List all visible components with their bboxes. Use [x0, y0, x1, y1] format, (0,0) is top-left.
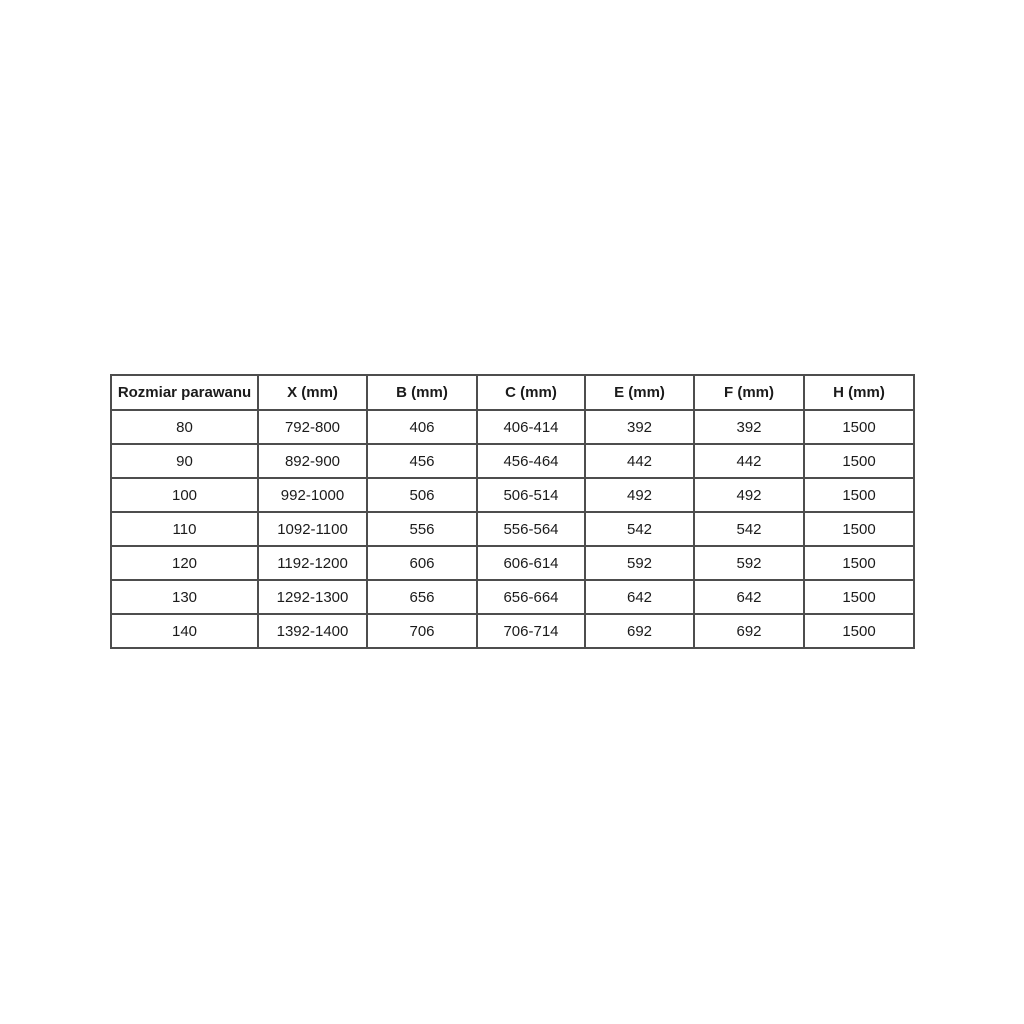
- column-header-rozmiar: Rozmiar parawanu: [111, 375, 258, 410]
- table-cell: 1500: [804, 580, 914, 614]
- table-cell: 1292-1300: [258, 580, 367, 614]
- table-cell: 492: [585, 478, 694, 512]
- table-cell: 1192-1200: [258, 546, 367, 580]
- table-cell: 992-1000: [258, 478, 367, 512]
- size-chart-table: [110, 374, 915, 649]
- table-cell: 492: [694, 478, 804, 512]
- table-cell: 120: [111, 546, 258, 580]
- table-header-row: [111, 375, 914, 410]
- table-cell: 656: [367, 580, 477, 614]
- table-cell: 456: [367, 444, 477, 478]
- table-row-110: [111, 512, 914, 546]
- column-header-e: E (mm): [585, 375, 694, 410]
- table-cell: 556: [367, 512, 477, 546]
- table-cell: 90: [111, 444, 258, 478]
- table-cell: 642: [585, 580, 694, 614]
- table-cell: 692: [585, 614, 694, 648]
- table-cell: 1500: [804, 444, 914, 478]
- table-row-130: [111, 580, 914, 614]
- table-row-120: [111, 546, 914, 580]
- table-cell: 556-564: [477, 512, 585, 546]
- table-cell: 110: [111, 512, 258, 546]
- table-cell: 506-514: [477, 478, 585, 512]
- table-row-80: [111, 410, 914, 444]
- table-cell: 1500: [804, 546, 914, 580]
- table-cell: 656-664: [477, 580, 585, 614]
- table-cell: 456-464: [477, 444, 585, 478]
- table-cell: 642: [694, 580, 804, 614]
- table-row-140: [111, 614, 914, 648]
- table-cell: 1092-1100: [258, 512, 367, 546]
- table-row-90: [111, 444, 914, 478]
- column-header-b: B (mm): [367, 375, 477, 410]
- table-cell: 792-800: [258, 410, 367, 444]
- table-cell: 606-614: [477, 546, 585, 580]
- column-header-c: C (mm): [477, 375, 585, 410]
- table-cell: 1392-1400: [258, 614, 367, 648]
- table-cell: 506: [367, 478, 477, 512]
- table-cell: 140: [111, 614, 258, 648]
- table-cell: 442: [694, 444, 804, 478]
- table-cell: 706-714: [477, 614, 585, 648]
- table-cell: 606: [367, 546, 477, 580]
- table-cell: 1500: [804, 512, 914, 546]
- table-cell: 392: [694, 410, 804, 444]
- table-cell: 392: [585, 410, 694, 444]
- table-row-100: [111, 478, 914, 512]
- table-cell: 706: [367, 614, 477, 648]
- table-cell: 100: [111, 478, 258, 512]
- table-cell: 1500: [804, 478, 914, 512]
- column-header-x: X (mm): [258, 375, 367, 410]
- table-cell: 1500: [804, 614, 914, 648]
- table-cell: 80: [111, 410, 258, 444]
- table-cell: 692: [694, 614, 804, 648]
- table-cell: 542: [694, 512, 804, 546]
- table-cell: 592: [694, 546, 804, 580]
- column-header-h: H (mm): [804, 375, 914, 410]
- table-cell: 1500: [804, 410, 914, 444]
- table-cell: 130: [111, 580, 258, 614]
- table-cell: 442: [585, 444, 694, 478]
- table-cell: 542: [585, 512, 694, 546]
- table-cell: 592: [585, 546, 694, 580]
- table-cell: 406-414: [477, 410, 585, 444]
- table-cell: 406: [367, 410, 477, 444]
- column-header-f: F (mm): [694, 375, 804, 410]
- table-cell: 892-900: [258, 444, 367, 478]
